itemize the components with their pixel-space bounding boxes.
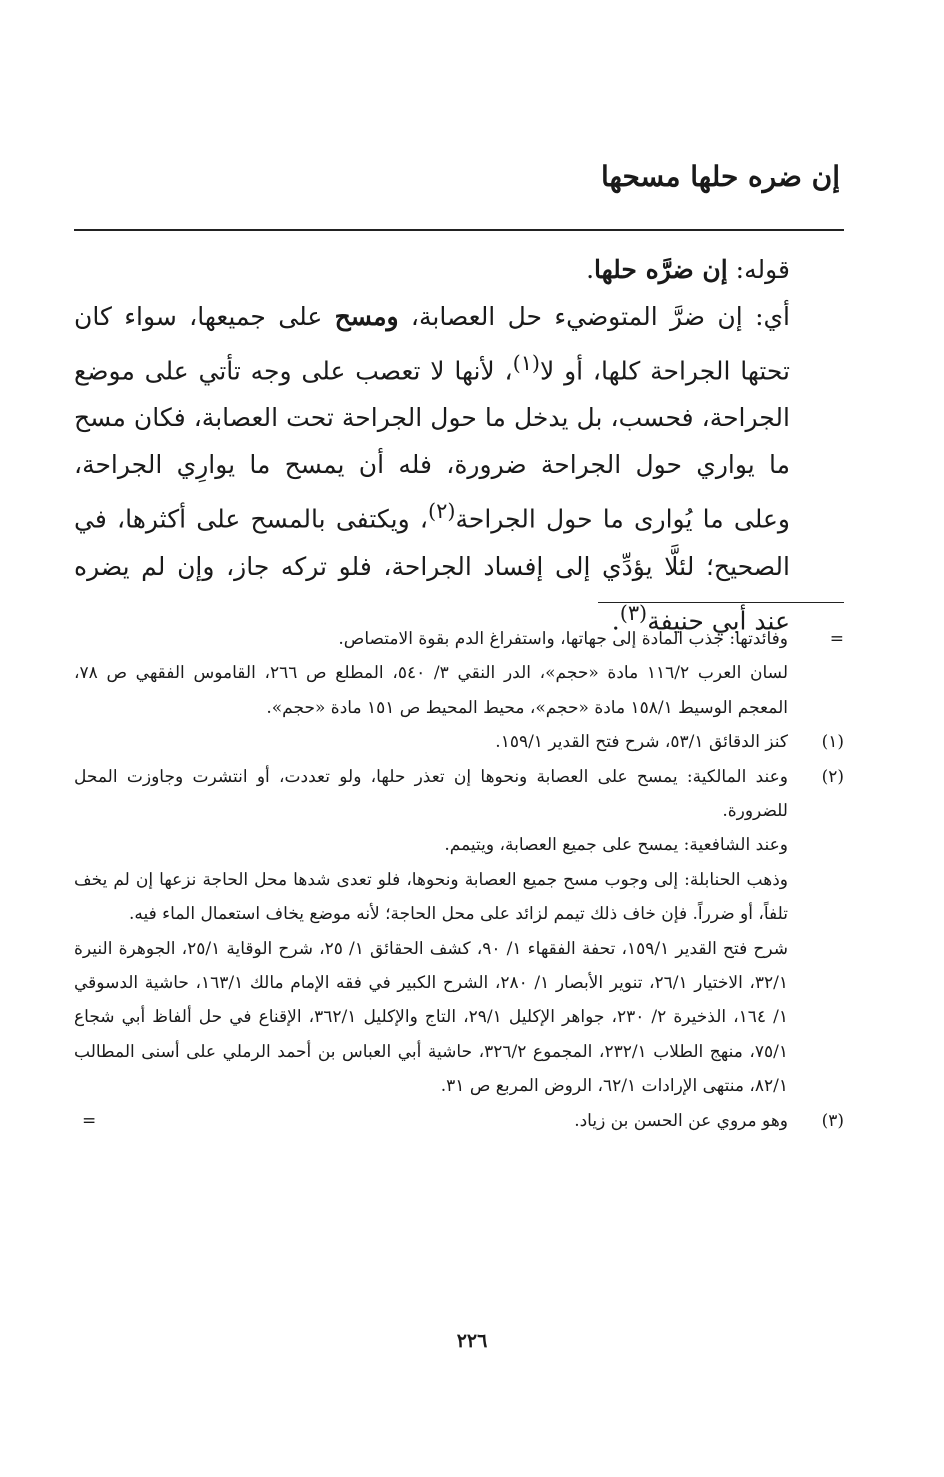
page-number: ٢٢٦ — [456, 1330, 488, 1352]
footnotes — [74, 622, 844, 1138]
footnote-text: وفائدتها: جذب المادة إلى جهاتها، واستفراغ الدم بقوة الامتصاص. — [338, 629, 788, 649]
footnote-2 — [74, 760, 844, 1104]
commentary-text: ، لأنها لا تعصب على وجه تأتي على موضع الجراحة، فحسب، بل يدخل ما حول الجراحة تحت العصابة، فكان مسح ما يواري حول الجراحة ضرورة، فله أن يمسح ما يوارِي الجراحة، وعلى ما يُوارى ما حول الجراحة — [74, 356, 790, 534]
commentary-bold-term: ومسح — [334, 302, 399, 331]
lemma-line — [74, 246, 844, 293]
commentary-text: على جميعها، سواء كان تحتها الجراحة كلها، أو لا — [74, 302, 790, 386]
main-text — [74, 246, 844, 644]
footnote-3 — [74, 1104, 844, 1138]
header-divider — [74, 229, 844, 231]
footnote-ref-1: (١) — [512, 351, 541, 375]
lemma-quote: إن ضرَّه حلها — [594, 255, 728, 284]
footnote-text: وهو مروي عن الحسن بن زياد. — [574, 1110, 788, 1131]
footnote-divider — [598, 602, 844, 603]
footnote-text: وذهب الحنابلة: إلى وجوب مسح جميع العصابة ونحوها، فلو تعدى شدها محل الحاجة نزعها إن لم يخف تلفاً، أو ضرراً. فإن خاف ذلك تيمم لزائد على محل الحاجة؛ لأنه موضع يخاف استعمال الماء فيه. — [74, 869, 788, 925]
footnote-1 — [74, 725, 844, 759]
lemma-prefix: قوله: — [727, 255, 790, 284]
commentary-paragraph — [74, 293, 844, 644]
commentary-text: . — [611, 605, 620, 635]
commentary-text: ، ويكتفى بالمسح على أكثرها، في الصحيح؛ لئلَّا يؤدِّي إلى إفساد الجراحة، فلو تركه جاز، وإن لم يضره عند أبي حنيفة — [74, 504, 790, 635]
commentary-text: أي: إن ضرَّ المتوضيء حل العصابة، — [398, 302, 790, 331]
footnote-text: لسان العرب ١١٦/٢ مادة «حجم»، الدر النقي ٣/ ٥٤٠، المطلع ص ٢٦٦، القاموس الفقهي ص ٧٨، المعجم الوسيط ١٥٨/١ مادة «حجم»، محيط المحيط ص ١٥١ مادة «حجم». — [74, 663, 788, 718]
footnote-marker: (٢) — [821, 766, 844, 787]
footnote-ref-3: (٣) — [619, 600, 648, 625]
footnote-marker: (١) — [821, 732, 844, 753]
continuation-end-marker: = — [82, 1110, 97, 1131]
section-heading: إن ضره حلها مسحها — [601, 160, 840, 193]
footnote-text: كنز الدقائق ٥٣/١، شرح فتح القدير ١٥٩/١. — [495, 732, 788, 753]
lemma-suffix: . — [586, 255, 595, 284]
continuation-marker: = — [829, 629, 844, 649]
footnote-text: وعند الشافعية: يمسح على جميع العصابة، ويتيمم. — [444, 835, 788, 856]
footnote-continued — [74, 622, 844, 725]
footnote-ref-2: (٢) — [428, 499, 456, 524]
footnote-text: وعند المالكية: يمسح على العصابة ونحوها إن تعذر حلها، ولو تعددت، أو انتشرت وجاوزت المحل للضرورة. — [74, 766, 788, 822]
footnote-marker: (٣) — [821, 1110, 844, 1131]
footnote-text: شرح فتح القدير ١٥٩/١، تحفة الفقهاء ١/ ٩٠، كشف الحقائق ١/ ٢٥، شرح الوقاية ٢٥/١، الجوهرة النيرة ٣٢/١، الاختيار ٢٦/١، تنوير الأبصار ١/ ٢٨٠، الشرح الكبير في فقه الإمام مالك ١٦٣/١، حاشية الدسوقي ١/ ١٦٤، الذخيرة ٢/ ٢٣٠، جواهر الإكليل ٢٩/١، التاج والإكليل ٣٦٢/١، الإقناع في حل ألفاظ أبي شجاع ٧٥/١، منهج الطلاب ٢٣٢/١، المجموع ٣٢٦/٢، حاشية أبي العباس بن أحمد الرملي على أسنى المطالب ٨٢/١، منتهى الإرادات ٦٢/١، الروض المربع ص ٣١. — [74, 938, 789, 1097]
